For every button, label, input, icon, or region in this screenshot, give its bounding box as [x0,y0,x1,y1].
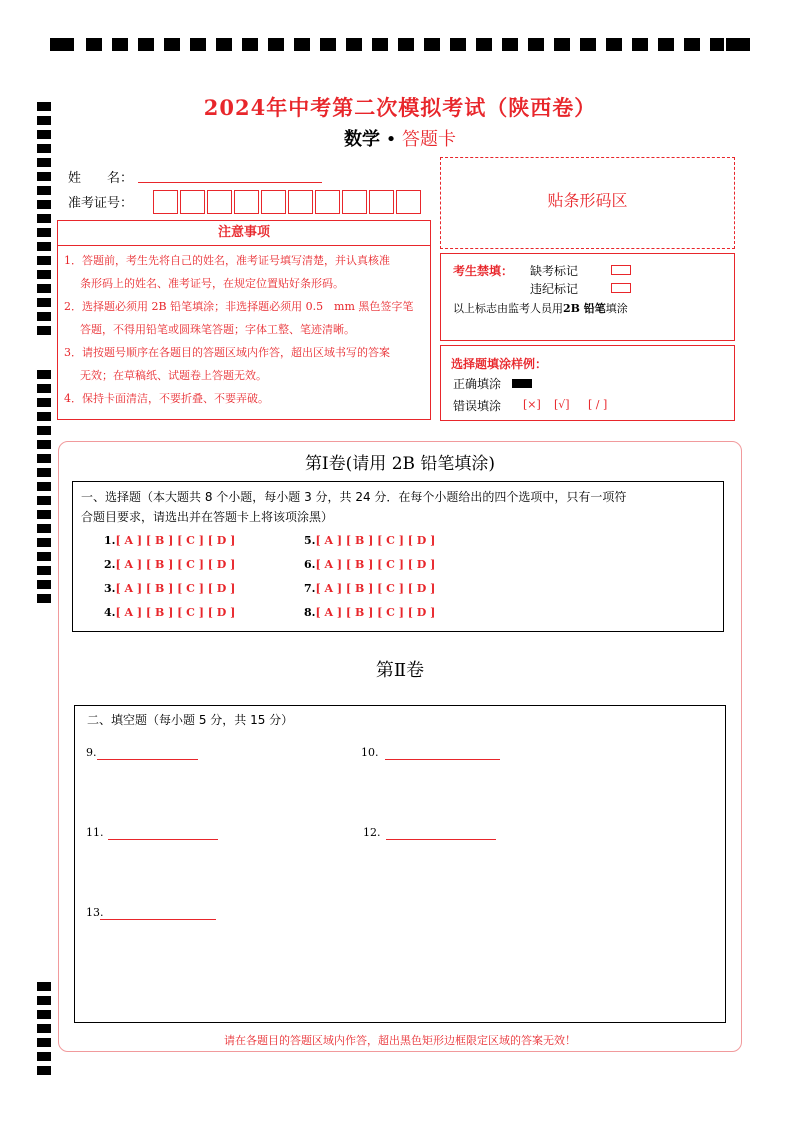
name-label: 姓 名： [68,171,134,186]
exam-mark-note: 以上标志由监考人员用2B 铅笔填涂 [453,302,628,315]
barcode-area: 贴条形码区 [440,157,735,249]
notice-line-6: 无效；在草稿纸、试题卷上答题无效。 [80,369,267,382]
fill-sample-box [440,345,735,421]
notice-line-4: 答题，不得用铅笔或圆珠笔答题；字体工整、笔迹清晰。 [80,323,355,336]
blank-11-label: 11. [86,826,104,839]
answer-card-label: 答题卡 [402,129,457,150]
notice-line-5: 3．请按题号顺序在各题目的答题区域内作答，超出区域书写的答案 [64,346,390,359]
question-8[interactable]: 8.[ A ] [ B ] [ C ] [ D ] [304,606,436,619]
multiple-choice-section [72,481,724,632]
blank-13-label: 13. [86,906,104,919]
wrong-fill-mark-2: [√] [554,398,570,411]
blank-9-line[interactable] [97,759,198,760]
blank-13-line[interactable] [100,919,216,920]
page-subtitle [0,125,800,151]
notice-heading: 注意事项 [58,221,430,246]
question-3[interactable]: 3.[ A ] [ B ] [ C ] [ D ] [104,582,236,595]
top-timing-marks [50,38,750,52]
fill-sample-heading: 选择题填涂样例： [451,357,548,371]
exam-id-label: 准考证号： [68,196,134,211]
subject-label: 数学 [343,129,380,150]
wrong-fill-mark-3: [ / ] [588,398,608,411]
blank-10-line[interactable] [385,759,500,760]
exam-mark-box [440,253,735,341]
exam-mark-heading: 考生禁填： [453,264,514,278]
blank-12-line[interactable] [386,839,496,840]
question-2[interactable]: 2.[ A ] [ B ] [ C ] [ D ] [104,558,236,571]
blank-12-label: 12. [363,826,381,839]
fill-section-title: 二、填空题（每小题 5 分，共 15 分） [87,713,294,727]
mc-section-title-2: 合题目要求，请选出并在答题卡上将该项涂黑） [81,510,334,524]
question-1[interactable]: 1.[ A ] [ B ] [ C ] [ D ] [104,534,236,547]
blank-10-label: 10. [361,746,379,759]
wrong-fill-label: 错误填涂 [453,399,502,413]
question-6[interactable]: 6.[ A ] [ B ] [ C ] [ D ] [304,558,436,571]
question-7[interactable]: 7.[ A ] [ B ] [ C ] [ D ] [304,582,436,595]
part1-title: 第Ⅰ卷(请用 2B 铅笔填涂) [304,454,496,474]
correct-fill-label: 正确填涂 [453,377,502,391]
subtitle-dot: • [385,129,397,150]
notice-line-3: 2．选择题必须用 2B 铅笔填涂；非选择题必须用 0.5 mm 黑色签字笔 [64,300,414,313]
name-input-line[interactable] [138,182,322,183]
notice-line-2: 条形码上的姓名、准考证号，在规定位置贴好条形码。 [80,277,344,290]
question-5[interactable]: 5.[ A ] [ B ] [ C ] [ D ] [304,534,436,547]
notice-line-7: 4．保持卡面清洁，不要折叠、不要弄破。 [64,392,269,405]
blank-9-label: 9. [86,746,97,759]
wrong-fill-mark-1: [×] [523,398,541,411]
notice-box [57,220,431,420]
footer-warning: 请在各题目的答题区域内作答，超出黑色矩形边框限定区域的答案无效！ [224,1034,576,1047]
absent-mark-box[interactable] [611,265,631,275]
correct-fill-sample [512,379,532,388]
question-4[interactable]: 4.[ A ] [ B ] [ C ] [ D ] [104,606,236,619]
page-title: 2024年中考第二次模拟考试（陕西卷） [203,95,597,120]
blank-11-line[interactable] [108,839,218,840]
violation-mark-box[interactable] [611,283,631,293]
notice-line-1: 1．答题前，考生先将自己的姓名，准考证号填写清楚，并认真核准 [64,254,390,267]
fill-in-section [74,705,726,1023]
violation-mark-label: 违纪标记 [530,282,579,296]
absent-mark-label: 缺考标记 [530,264,579,278]
mc-section-title-1: 一、选择题（本大题共 8 个小题，每小题 3 分，共 24 分．在每个小题给出的四个选项中，只有一项符 [81,490,627,504]
part2-title: 第Ⅱ卷 [375,660,425,681]
